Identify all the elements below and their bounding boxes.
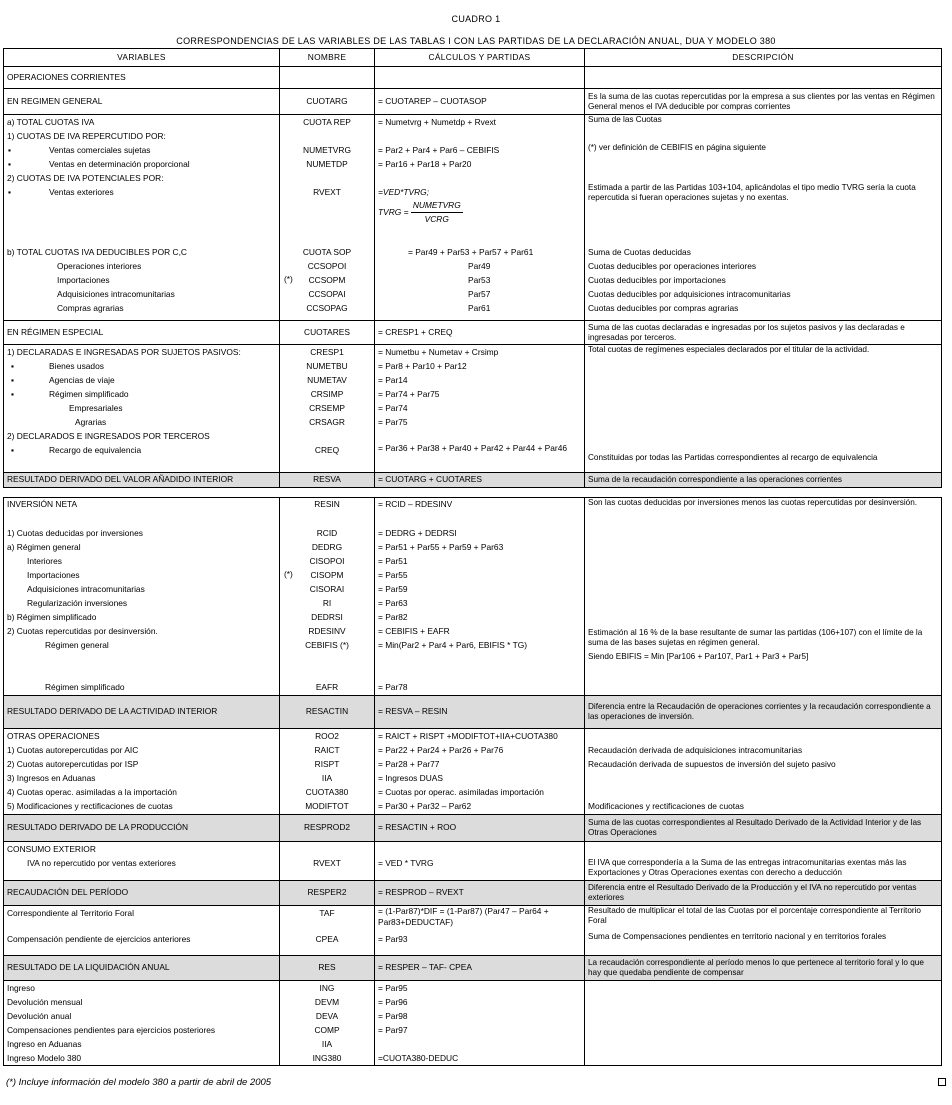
cell-line: Ingreso Modelo 380 [7,1053,82,1063]
table-cell: Diferencia entre el Resultado Derivado de la Producción y el IVA no repercutido por ventas exteriores [585,881,942,906]
cell-line: Constituidas por todas las Partidas correspondientes al recargo de equivalencia [588,453,878,462]
cell-line: Compensación pendiente de ejercicios anteriores [7,934,191,944]
table-inversion-otras [3,497,942,1066]
cell-line: = Par78 [378,681,408,692]
cell-line: CISORAI [309,583,345,594]
table-cell: RECAUDACIÓN DEL PERÍODO [4,881,280,906]
cell-line: = Par96 [378,997,408,1007]
table-row [4,245,942,321]
bullet-icon: ▪ [11,375,14,385]
table-cell: = RCID – RDESINV [375,498,585,526]
cell-line: 3) Ingresos en Aduanas [7,773,96,783]
table-cell [375,906,585,956]
bullet-icon: ▪ [11,361,14,371]
cell-line: =CUOTA380-DEDUC [378,1053,459,1063]
cell-line: Régimen simplificado [45,681,125,692]
table-row [4,981,942,1066]
table-row [4,842,942,881]
cell-line: OTRAS OPERACIONES [7,731,100,741]
desc-cell [585,345,942,473]
cell-line: = Par49 + Par53 + Par57 + Par61 [408,246,534,257]
cell-line: RCID [316,527,338,538]
cell-line: CRSAGR [309,417,345,427]
table-cell [585,981,942,1066]
cell-line: Estimada a partir de las Partidas 103+104, aplicándolas el tipo medio TVRG sería la cuota repercutida si fueran operaciones sujetas y no exentas. [588,183,916,202]
cell-line: = (1-Par87)*DIF = (1-Par87) (Par47 – Par64 + Par83+DEDUCTAF) [378,906,549,927]
cell-line: ROO2 [315,731,339,741]
cell-line: DEDRSI [311,611,343,622]
table-cell: Suma de las cuotas correspondientes al Resultado Derivado de la Actividad Interior y de las Otras Operaciones [585,815,942,842]
cell-line: Importaciones [27,569,80,580]
cell-line: b) TOTAL CUOTAS IVA DEDUCIBLES POR C,C [7,246,187,257]
cell-line: b) Régimen simplificado [7,611,97,622]
cell-line [283,129,371,143]
cell-line: = Par63 [378,597,408,608]
cell-line: MODIFTOT [305,801,349,811]
table-row [4,115,942,245]
cell-line: EAFR [315,681,339,692]
table-cell: Diferencia entre la Recaudación de operaciones corrientes y la recaudación correspondiente a las operaciones de inversión. [585,696,942,729]
cell-line: Cuotas deducibles por importaciones [588,274,726,285]
table-cell: La recaudación correspondiente al período menos lo que pertenece al territorio foral y lo que hay que quedaba pendiente de compensar [585,956,942,981]
cell-line: CREQ [314,445,340,455]
cell-line: Importaciones [57,274,110,285]
cell-line: 4) Cuotas operac. asimiladas a la importación [7,787,177,797]
cell-line: CCSOPOI [307,260,347,271]
cell-line: TVRG [378,206,402,217]
column-header-row [4,49,942,67]
table-row [4,89,942,115]
cell-line: RISPT [314,759,340,769]
cell-line: = Par82 [378,611,408,622]
table-title: CUADRO 1 [451,14,501,24]
formula-tvrg: TVRG = $\frac{\text{NUMETVRG}}{\text{VCRG}}$ [378,199,581,226]
name-cell [280,526,375,696]
table-cell: RESACTIN [280,696,375,729]
cell-line: NUMETDP [306,159,348,169]
table-row [4,906,942,956]
cell-line [588,526,938,628]
cell-line [588,729,938,743]
col-nombre: NOMBRE [280,49,375,67]
desc-cell [585,729,942,815]
line: a) TOTAL CUOTAS IVA [7,117,95,127]
col-descripcion: DESCRIPCIÓN [585,49,942,67]
cell-line: Adquisiciones intracomunitarias [57,288,175,299]
cell-line: = Par30 + Par32 – Par62 [378,801,472,811]
table-cell [585,67,942,89]
cell-line: IIA [321,773,333,783]
cell-line: RAICT [314,745,340,755]
cell-line: = Par28 + Par77 [378,759,440,769]
cell-line: = Par95 [378,983,408,993]
cell-line: 5) Modificaciones y rectificaciones de cuotas [7,801,173,811]
cell-line: IIA [321,1039,333,1049]
table-cell: RES [280,956,375,981]
bullet-icon: ▪ [11,445,14,455]
cell-line: Cuotas deducibles por operaciones interiores [588,260,757,271]
cell-line: CRSIMP [310,389,344,399]
cell-line: = Par93 [378,934,408,944]
table-row [4,881,942,906]
cell-line [378,429,581,443]
table-row [4,526,942,696]
cell-line: = Par75 [378,417,408,427]
cell-line: RVEXT [313,187,341,197]
cell-line [411,199,463,226]
cell-line: = Ingresos DUAS [378,773,443,783]
cell-line: = Par16 + Par18 + Par20 [378,159,472,169]
cell-line: Agrarias [75,417,107,427]
cell-line: Compras agrarias [57,302,124,313]
calc-cell [375,345,585,473]
name-cell [280,345,375,473]
cell-line: CPEA [315,934,339,944]
cell-line: Siendo EBIFIS = Min [Par106 + Par107, Par1 + Par3 + Par5] [588,651,809,661]
table-row [4,67,942,89]
cell-line: Ingreso [7,983,35,993]
cell-line: = Par2 + Par4 + Par6 – CEBIFIS [378,145,500,155]
cell-line: El IVA que correspondería a la Suma de las entregas intracomunitarias exentas más las Exportaciones y Otras Operaciones exentas con derecho a deducción [588,858,907,877]
table-cell: Suma de la recaudación correspondiente a las operaciones corrientes [585,473,942,488]
variable-cell: EN REGIMEN GENERAL [4,89,280,115]
cell-line [588,771,938,785]
cell-line: = Cuotas por operac. asimiladas importación [378,787,544,797]
cell-line: ING [319,983,335,993]
table-cell [280,981,375,1066]
table-cell: EN RÉGIMEN ESPECIAL [4,321,280,345]
name-cell [280,115,375,245]
table-row [4,473,942,488]
table-cell [4,981,280,1066]
cell-line: Ventas en determinación proporcional [49,159,190,169]
cell-line: a) Régimen general [7,541,81,552]
cell-line: RVEXT [313,858,341,868]
cell-line: CISOPOI [309,555,345,566]
cell-line [378,129,581,143]
table-cell: RESVA [280,473,375,488]
cell-line: RDESINV [308,625,346,636]
cell-line: Suma de Cuotas deducidas [588,246,691,257]
desc-cell: Es la suma de las cuotas repercutidas por la empresa a sus clientes por las ventas en Régimen General menos el IVA deducible por compras corrientes [585,89,942,115]
cell-line: = Par74 + Par75 [378,389,440,399]
cell-line: Suma de las Cuotas [588,115,662,124]
cell-line: Régimen simplificado [49,389,129,399]
cell-line: Agencias de viaje [49,375,115,385]
table-row [4,956,942,981]
cell-line: = DEDRG + DEDRSI [378,527,457,538]
name-cell [280,729,375,815]
bullet-icon: ▪ [8,187,11,197]
table-row [4,815,942,842]
cell-line: = Par59 [378,583,408,594]
cell-line: Recargo de equivalencia [49,445,142,455]
list-item [7,157,276,171]
cell-line: = Par51 + Par55 + Par59 + Par63 [378,541,504,552]
cell-line: Par57 [468,288,491,299]
cell-line: IVA no repercutido por ventas exteriores [27,858,176,868]
cell-line: = Par14 [378,375,408,385]
cell-line: CCSOPAI [308,288,346,299]
table-operaciones-corrientes [3,48,942,488]
cell-line: CUOTA380 [305,787,349,797]
cell-line: NUMETAV [307,375,347,385]
variable-cell [4,245,280,321]
table-cell [375,842,585,881]
cell-line: 1) DECLARADAS E INGRESADAS POR SUJETOS PASIVOS: [7,347,241,357]
table-row [4,498,942,526]
table-cell: = RESACTIN + ROO [375,815,585,842]
cell-line: CRSEMP [309,403,345,413]
cell-line: Par49 [468,260,491,271]
calc-cell [375,729,585,815]
table-cell: = RESPER – TAF- CPEA [375,956,585,981]
line: 1) CUOTAS DE IVA REPERCUTIDO POR: [7,131,166,141]
calc-cell [375,115,585,245]
variable-cell [4,526,280,696]
col-calculos: CÁLCULOS Y PARTIDAS [375,49,585,67]
cell-line: CISOPM [310,569,344,580]
footnote-marker: (*) [284,568,293,579]
table-cell: RESPROD2 [280,815,375,842]
cell-line: VCRG [424,214,449,225]
table-cell [280,842,375,881]
table-cell [375,981,585,1066]
cell-line: = Par55 [378,569,408,580]
desc-cell [585,245,942,321]
cell-line: Operaciones interiores [57,260,142,271]
line: 2) CUOTAS DE IVA POTENCIALES POR: [7,173,164,183]
table-row [4,321,942,345]
table-cell: RESPER2 [280,881,375,906]
cell-line [7,359,276,373]
table-cell: RESULTADO DERIVADO DE LA ACTIVIDAD INTERIOR [4,696,280,729]
cell-line: NUMETBU [306,361,348,371]
table-cell: = CRESP1 + CREQ [375,321,585,345]
cell-line: 1) Cuotas deducidas por inversiones [7,527,143,538]
cell-line: Bienes usados [49,361,104,371]
cell-line: = Par98 [378,1011,408,1021]
section-label: OPERACIONES CORRIENTES [4,67,280,89]
cell-line: Cuotas deducibles por adquisiciones intracomunitarias [588,288,791,299]
cell-line: ING380 [312,1053,342,1063]
table-row [4,345,942,473]
cell-line [588,842,938,858]
table-cell: RESULTADO DERIVADO DE LA PRODUCCIÓN [4,815,280,842]
cell-line: Régimen general [45,639,109,650]
cell-line: 1) Cuotas autorepercutidas por AIC [7,745,139,755]
calc-cell [375,526,585,696]
table-cell [280,67,375,89]
desc-cell [585,526,942,696]
cell-line: CEBIFIS (*) [305,639,349,650]
list-item [7,143,276,157]
table-cell: = RESPROD – RVEXT [375,881,585,906]
cell-line: DEDRG [311,541,343,552]
table-cell: CUOTARES [280,321,375,345]
table-cell [4,906,280,956]
cell-line: Recaudación derivada de supuestos de inversión del sujeto pasivo [588,759,836,769]
cell-line: Par61 [468,302,491,313]
cell-line: Correspondiente al Territorio Foral [7,908,134,918]
cell-line: 2) DECLARADOS E INGRESADOS POR TERCEROS [7,431,210,441]
cell-line: = Par22 + Par24 + Par26 + Par76 [378,745,504,755]
cell-line: = Par97 [378,1025,408,1035]
name-cell: CUOTARG [280,89,375,115]
table-subtitle: CORRESPONDENCIAS DE LAS VARIABLES DE LAS TABLAS I CON LAS PARTIDAS DE LA DECLARACIÓN ANUAL, DUA Y MODELO 380 [176,36,776,46]
variable-cell [4,115,280,245]
cell-line: CCSOPAG [306,302,348,313]
bullet-icon: ▪ [11,389,14,399]
cell-line: (*) ver definición de CEBIFIS en página siguiente [588,143,766,152]
cell-line: Regularización inversiones [27,597,128,608]
cell-line: = Min(Par2 + Par4 + Par6, EBIFIS * TG) [378,639,528,650]
cell-line: TAF [319,908,335,918]
name-cell [280,245,375,321]
cell-line [378,171,581,185]
cell-line: Par53 [468,274,491,285]
cell-line: Modificaciones y rectificaciones de cuotas [588,801,744,811]
cell-line: = RAICT + RISPT +MODIFTOT+IIA+CUOTA380 [378,731,558,741]
cell-line [588,785,938,799]
cell-line: Resultado de multiplicar el total de las Cuotas por el porcentaje correspondiente al Territorio Foral [588,906,921,925]
cell-line: Empresariales [69,403,123,413]
table-cell: Suma de las cuotas declaradas e ingresadas por los sujetos pasivos y las declaradas e ingresadas por terceros. [585,321,942,345]
cell-line: RI [322,597,332,608]
cell-line [7,443,276,457]
footnote: (*) Incluye información del modelo 380 a partir de abril de 2005 [6,1077,272,1088]
cell-line [7,373,276,387]
table-cell: = CUOTARG + CUOTARES [375,473,585,488]
cell-line: NUMETVRG [411,199,463,213]
table-cell: INVERSIÓN NETA [4,498,280,526]
table-row [4,729,942,815]
cell-line: CUOTA REP [303,117,351,127]
cell-line [7,387,276,401]
cell-line: Cuotas deducibles por compras agrarias [588,302,739,313]
table-cell [280,906,375,956]
list-item [7,185,276,199]
table-cell: = RESVA – RESIN [375,696,585,729]
bullet-icon: ▪ [8,159,11,169]
cell-line [283,842,371,856]
cell-line: = Par51 [378,555,408,566]
variable-cell [4,729,280,815]
cell-line: CONSUMO EXTERIOR [7,844,96,854]
cell-line [283,429,371,443]
cell-line: Suma de Compensaciones pendientes en territorio nacional y en territorios forales [588,932,887,941]
cell-line: = Par74 [378,403,408,413]
cell-line: Ingreso en Aduanas [7,1039,82,1049]
cell-line [283,171,371,185]
cell-line: Compensaciones pendientes para ejercicios posteriores [7,1025,216,1035]
table-cell [375,67,585,89]
cell-line: Ventas comerciales sujetas [49,145,151,155]
cell-line: NUMETVRG [303,145,351,155]
cell-line: Adquisiciones intracomunitarias [27,583,145,594]
variable-cell [4,345,280,473]
cell-line [378,1037,581,1051]
cell-line: CCSOPM [308,274,346,285]
table-cell [585,906,942,956]
calc-cell: = CUOTAREP – CUOTASOP [375,89,585,115]
calc-cell [375,245,585,321]
cell-line: 2) Cuotas repercutidas por desinversión. [7,625,158,636]
col-variables: VARIABLES [4,49,280,67]
bullet-icon: ▪ [8,145,11,155]
cell-line: Total cuotas de regímenes especiales declarados por el titular de la actividad. [588,345,870,354]
table-cell: Son las cuotas deducidas por inversiones menos las cuotas repercutidas por desinversión. [585,498,942,526]
cell-line: Estimación al 16 % de la base resultante de sumar las partidas (106+107) con el límite de la suma de las bases sujetas en régimen general. [588,627,923,647]
cell-line: DEVM [314,997,340,1007]
cell-line: = Par8 + Par10 + Par12 [378,361,467,371]
cell-line: = VED * TVRG [378,858,434,868]
cell-line: = Par36 + Par38 + Par40 + Par42 + Par44 + Par46 [378,443,568,453]
table-cell: RESIN [280,498,375,526]
cell-line: = CEBIFIS + EAFR [378,625,450,636]
table-cell [585,842,942,881]
cell-line: 2) Cuotas autorepercutidas por ISP [7,759,139,769]
cell-line: Ventas exteriores [49,187,114,197]
cell-line: Devolución mensual [7,997,83,1007]
table-cell [4,842,280,881]
footnote-marker: (*) [284,273,293,284]
cell-line [378,842,581,856]
cell-line: = Numetbu + Numetav + Crsimp [378,347,499,357]
cell-line: COMP [314,1025,340,1035]
table-cell: RESULTADO DERIVADO DEL VALOR AÑADIDO INTERIOR [4,473,280,488]
cell-line: Recaudación derivada de adquisiciones intracomunitarias [588,745,803,755]
cell-line: CRESP1 [310,347,344,357]
desc-cell [585,115,942,245]
cell-line: CUOTA SOP [302,246,352,257]
table-cell: RESULTADO DE LA LIQUIDACIÓN ANUAL [4,956,280,981]
corner-square-icon [938,1078,946,1086]
cell-line: Devolución anual [7,1011,72,1021]
table-row [4,696,942,729]
cell-line: = Numetvrg + Numetdp + Rvext [378,117,496,127]
cell-line: Interiores [27,555,62,566]
cell-line: DEVA [315,1011,339,1021]
cell-line: =VED*TVRG; [378,187,429,197]
